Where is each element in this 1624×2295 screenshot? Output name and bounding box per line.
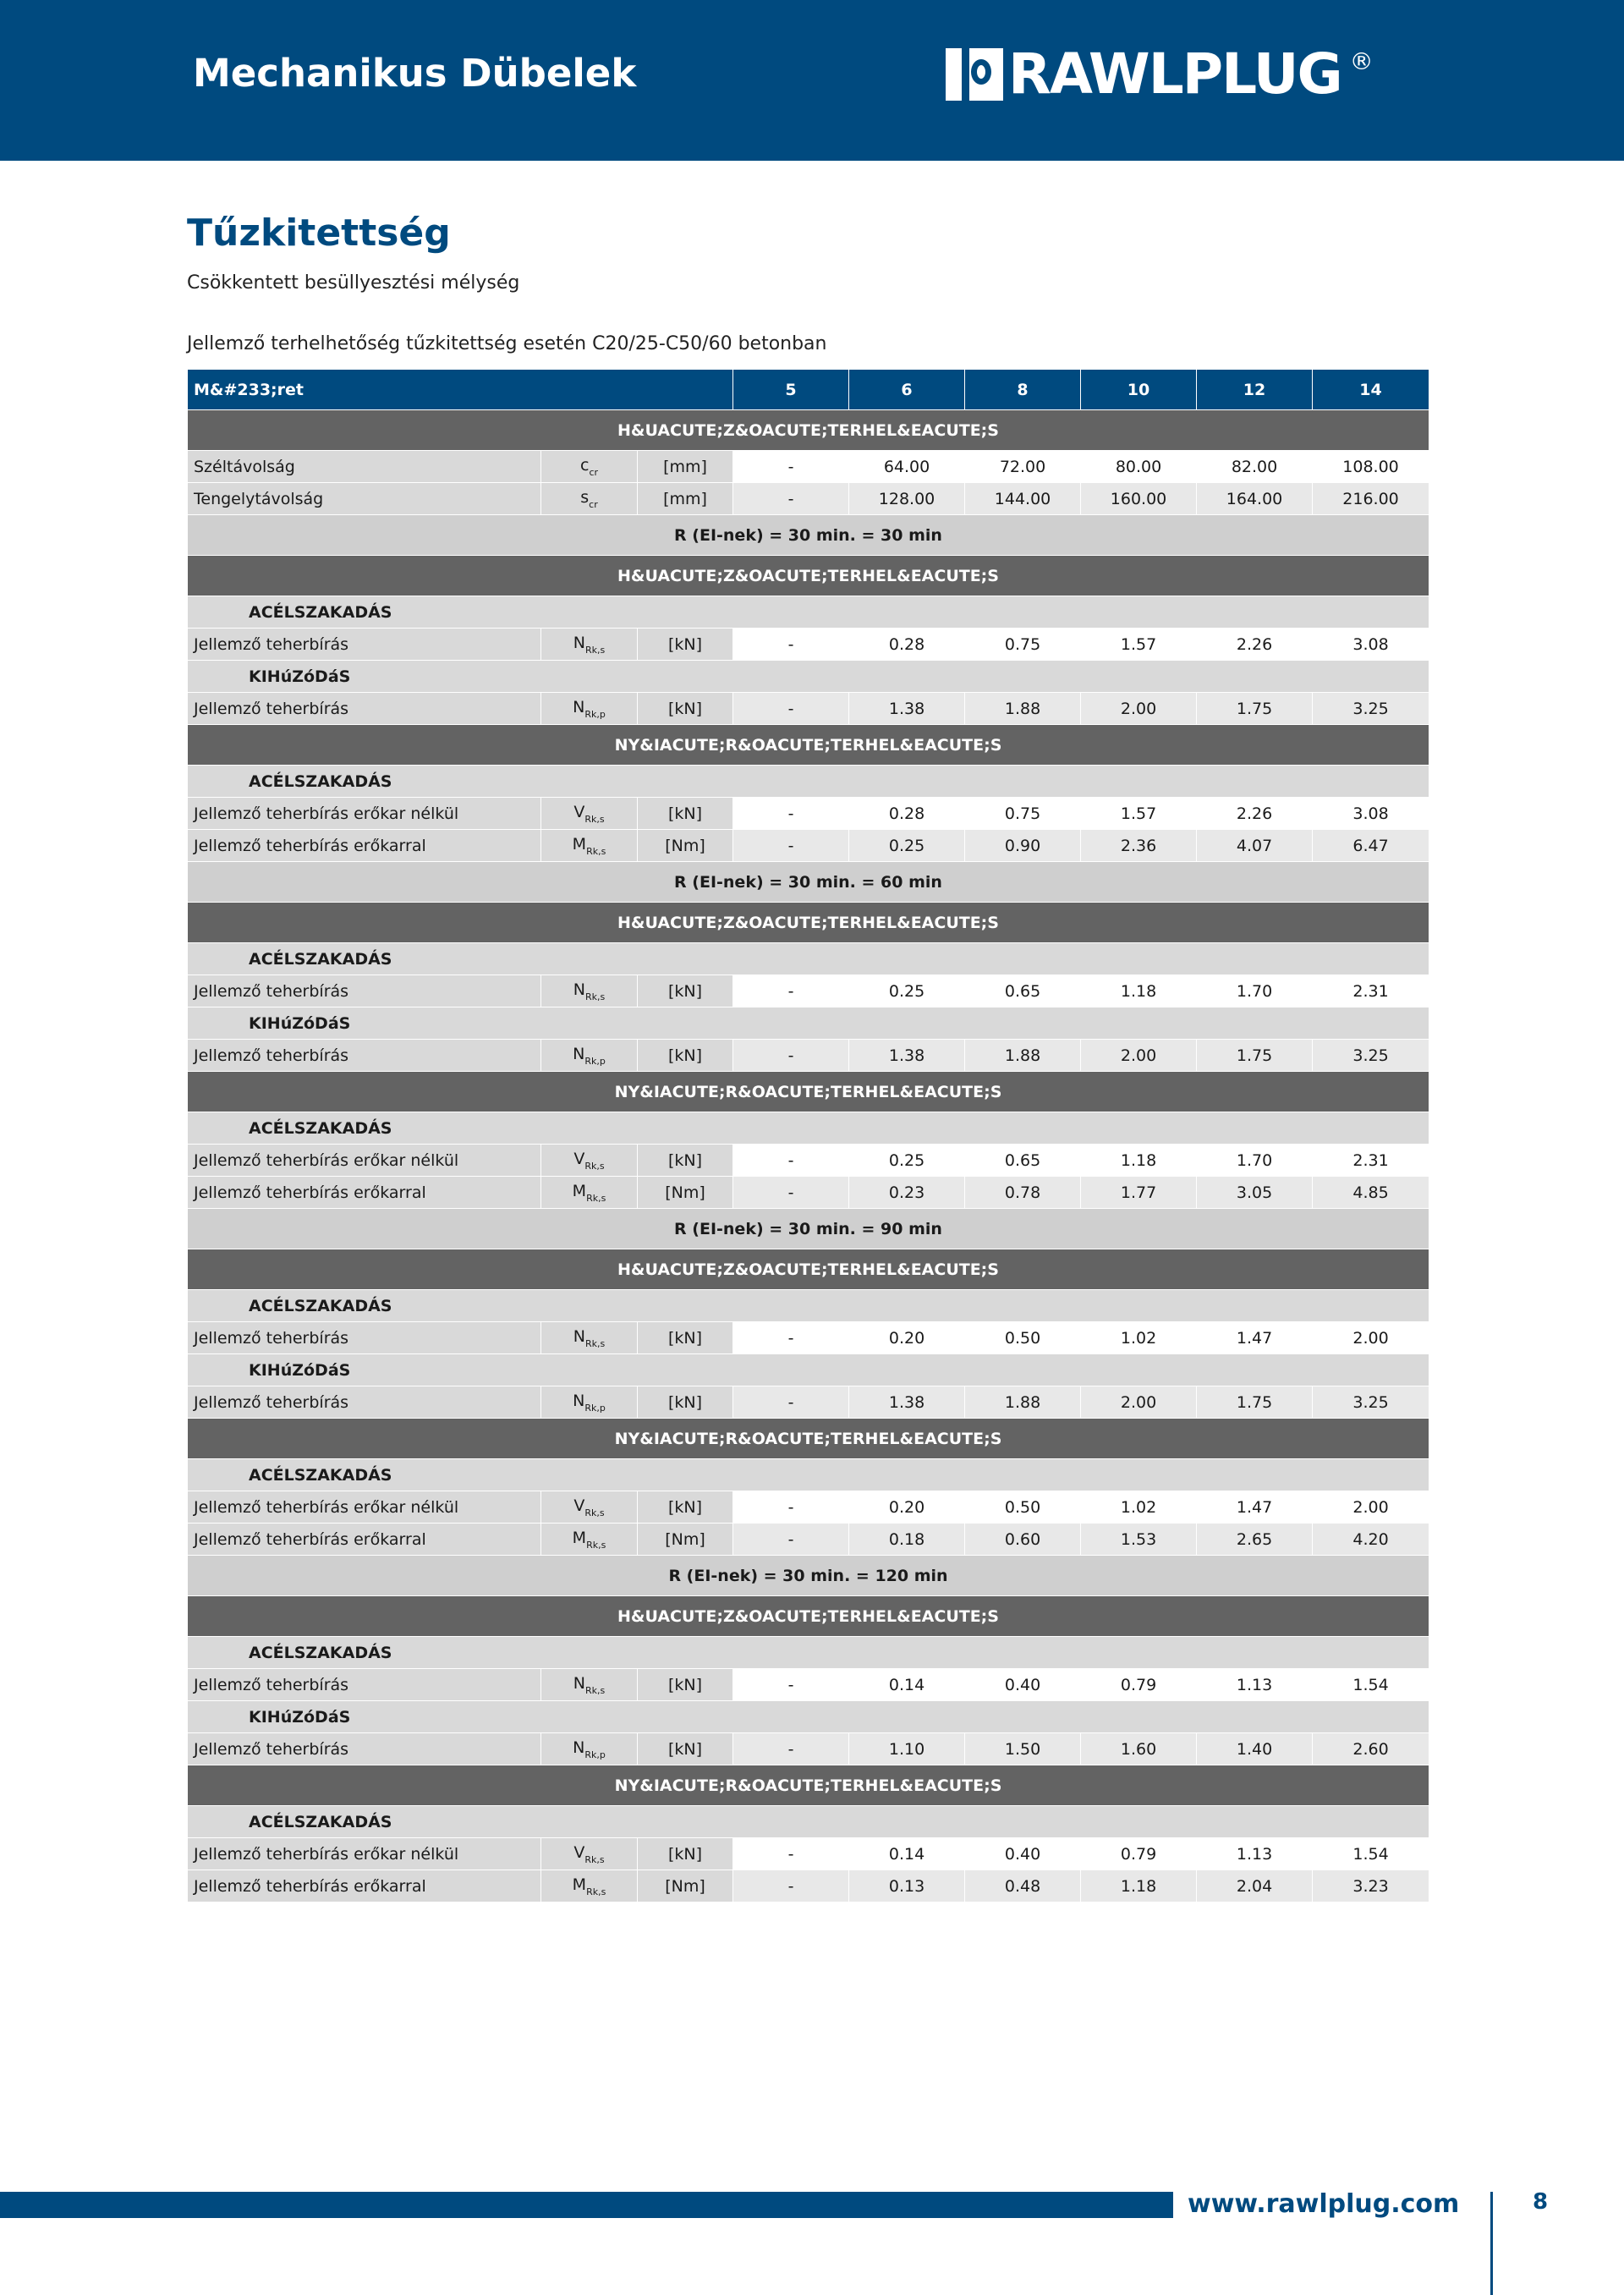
value-cell: 1.75: [1197, 1386, 1313, 1419]
value-cell: 1.18: [1081, 1870, 1197, 1902]
row-label: Jellemző teherbírás: [188, 1733, 541, 1765]
footer-url[interactable]: www.rawlplug.com: [1188, 2189, 1460, 2219]
section-row: [188, 596, 1429, 629]
symbol: V: [573, 1842, 585, 1862]
band-shear: NY&IACUTE;R&OACUTE;TERHEL&EACUTE;S: [188, 1419, 1429, 1459]
value-cell: 2.26: [1197, 798, 1313, 830]
table-row: [188, 629, 1429, 661]
size-header-cell: 10: [1081, 370, 1197, 410]
band-tension: H&UACUTE;Z&OACUTE;TERHEL&EACUTE;S: [188, 903, 1429, 943]
value-cell: 1.02: [1081, 1491, 1197, 1524]
value-cell: 0.75: [965, 629, 1081, 661]
row-label: Jellemző teherbírás: [188, 1040, 541, 1072]
band-tension: H&UACUTE;Z&OACUTE;TERHEL&EACUTE;S: [188, 410, 1429, 451]
unit-cell: [kN]: [638, 1322, 733, 1354]
band-shear: NY&IACUTE;R&OACUTE;TERHEL&EACUTE;S: [188, 1072, 1429, 1112]
footer-divider: [1490, 2192, 1493, 2295]
value-cell: 0.60: [965, 1524, 1081, 1556]
value-cell: 1.70: [1197, 1145, 1313, 1177]
band-shear: NY&IACUTE;R&OACUTE;TERHEL&EACUTE;S: [188, 1765, 1429, 1806]
symbol: N: [573, 1738, 585, 1757]
value-cell: 160.00: [1081, 483, 1197, 515]
band-row: [188, 725, 1429, 766]
unit-cell: [mm]: [638, 483, 733, 515]
value-cell: 1.77: [1081, 1177, 1197, 1209]
value-cell: 2.36: [1081, 830, 1197, 862]
band-row: [188, 1072, 1429, 1112]
symbol-subscript: Rk,s: [586, 1192, 606, 1204]
row-label: Jellemző teherbírás: [188, 693, 541, 725]
fire-rating-row: [188, 515, 1429, 556]
band-tension: H&UACUTE;Z&OACUTE;TERHEL&EACUTE;S: [188, 1249, 1429, 1290]
unit-cell: [kN]: [638, 1838, 733, 1870]
symbol-subscript: Rk,s: [584, 1684, 606, 1696]
row-label: Jellemző teherbírás erőkar nélkül: [188, 1145, 541, 1177]
symbol-subscript: Rk,p: [584, 708, 606, 720]
value-cell: 72.00: [965, 451, 1081, 483]
table-row: [188, 1322, 1429, 1354]
table-row: [188, 975, 1429, 1007]
row-label: Jellemző teherbírás erőkarral: [188, 1524, 541, 1556]
symbol-subscript: Rk,s: [584, 1160, 605, 1172]
value-cell: -: [733, 798, 849, 830]
section-steel: ACÉLSZAKADÁS: [188, 1459, 1429, 1491]
symbol-cell: [541, 1491, 638, 1524]
rawlplug-logo: [946, 41, 1374, 107]
value-cell: -: [733, 451, 849, 483]
value-cell: -: [733, 483, 849, 515]
value-cell: 80.00: [1081, 451, 1197, 483]
fire-rating-title: R (EI-nek) = 30 min. = 90 min: [188, 1209, 1429, 1249]
band-row: [188, 1765, 1429, 1806]
row-label: Jellemző teherbírás erőkarral: [188, 830, 541, 862]
symbol-subscript: cr: [589, 498, 598, 510]
symbol: N: [573, 980, 585, 999]
unit-cell: [kN]: [638, 798, 733, 830]
value-cell: -: [733, 1322, 849, 1354]
value-cell: -: [733, 1669, 849, 1701]
value-cell: 0.79: [1081, 1669, 1197, 1701]
value-cell: 1.53: [1081, 1524, 1197, 1556]
value-cell: 0.65: [965, 1145, 1081, 1177]
row-label: Jellemző teherbírás: [188, 1322, 541, 1354]
unit-cell: [kN]: [638, 975, 733, 1007]
unit-cell: [kN]: [638, 1040, 733, 1072]
row-label: Jellemző teherbírás: [188, 1669, 541, 1701]
symbol-subscript: Rk,s: [584, 813, 605, 825]
unit-cell: [Nm]: [638, 1524, 733, 1556]
value-cell: 0.20: [849, 1491, 965, 1524]
value-cell: 6.47: [1313, 830, 1429, 862]
unit-cell: [kN]: [638, 1491, 733, 1524]
value-cell: -: [733, 1177, 849, 1209]
symbol-subscript: Rk,s: [584, 644, 606, 656]
section-steel: ACÉLSZAKADÁS: [188, 766, 1429, 798]
symbol-cell: [541, 1145, 638, 1177]
value-cell: -: [733, 693, 849, 725]
table-row: [188, 1733, 1429, 1765]
value-cell: 1.47: [1197, 1491, 1313, 1524]
value-cell: 3.25: [1313, 1040, 1429, 1072]
value-cell: 164.00: [1197, 483, 1313, 515]
value-cell: 2.00: [1081, 1386, 1197, 1419]
table-row: [188, 1838, 1429, 1870]
value-cell: 0.79: [1081, 1838, 1197, 1870]
value-cell: 1.38: [849, 1386, 965, 1419]
size-header-cell: 12: [1197, 370, 1313, 410]
band-tension: H&UACUTE;Z&OACUTE;TERHEL&EACUTE;S: [188, 1596, 1429, 1637]
value-cell: 0.28: [849, 629, 965, 661]
symbol-cell: [541, 1870, 638, 1902]
section-row: [188, 1701, 1429, 1733]
value-cell: -: [733, 1145, 849, 1177]
value-cell: 0.90: [965, 830, 1081, 862]
section-steel: ACÉLSZAKADÁS: [188, 1290, 1429, 1322]
value-cell: 2.65: [1197, 1524, 1313, 1556]
value-cell: 216.00: [1313, 483, 1429, 515]
symbol-cell: [541, 1669, 638, 1701]
value-cell: 1.38: [849, 1040, 965, 1072]
symbol-subscript: Rk,p: [584, 1402, 606, 1414]
row-label: Tengelytávolság: [188, 483, 541, 515]
section-row: [188, 1806, 1429, 1838]
fire-rating-row: [188, 1209, 1429, 1249]
value-cell: 1.54: [1313, 1669, 1429, 1701]
row-label: Jellemző teherbírás erőkar nélkül: [188, 1491, 541, 1524]
symbol-subscript: Rk,p: [584, 1055, 606, 1067]
symbol-subscript: Rk,s: [586, 1539, 606, 1551]
value-cell: 1.70: [1197, 975, 1313, 1007]
footer-bar: [0, 2192, 1173, 2218]
table-row: [188, 451, 1429, 483]
value-cell: 64.00: [849, 451, 965, 483]
value-cell: 3.25: [1313, 693, 1429, 725]
table-row: [188, 693, 1429, 725]
value-cell: -: [733, 1040, 849, 1072]
table-row: [188, 483, 1429, 515]
fire-rating-title: R (EI-nek) = 30 min. = 60 min: [188, 862, 1429, 903]
symbol: M: [572, 834, 587, 854]
table-row: [188, 1491, 1429, 1524]
symbol: N: [573, 633, 585, 652]
value-cell: 0.25: [849, 1145, 965, 1177]
section-row: [188, 1354, 1429, 1386]
table-row: [188, 830, 1429, 862]
unit-cell: [Nm]: [638, 1177, 733, 1209]
table-caption: Jellemző terhelhetőség tűzkitettség esetén C20/25-C50/60 betonban: [187, 333, 827, 354]
value-cell: 4.20: [1313, 1524, 1429, 1556]
value-cell: -: [733, 830, 849, 862]
table-header-row: [188, 370, 1429, 410]
unit-cell: [Nm]: [638, 1870, 733, 1902]
symbol: V: [573, 1149, 585, 1168]
symbol: N: [573, 1044, 585, 1063]
table-row: [188, 798, 1429, 830]
value-cell: 1.88: [965, 693, 1081, 725]
unit-cell: [Nm]: [638, 830, 733, 862]
value-cell: 2.04: [1197, 1870, 1313, 1902]
row-label: Jellemző teherbírás: [188, 629, 541, 661]
value-cell: 128.00: [849, 483, 965, 515]
unit-cell: [kN]: [638, 1669, 733, 1701]
section-pullout: KIHúZóDáS: [188, 1007, 1429, 1040]
size-header-cell: 8: [965, 370, 1081, 410]
section-row: [188, 661, 1429, 693]
section-row: [188, 1007, 1429, 1040]
symbol: c: [579, 455, 590, 475]
section-row: [188, 1459, 1429, 1491]
value-cell: 4.07: [1197, 830, 1313, 862]
value-cell: 1.57: [1081, 798, 1197, 830]
value-cell: 0.25: [849, 975, 965, 1007]
symbol: V: [573, 1496, 585, 1515]
symbol-subscript: cr: [589, 466, 599, 478]
table-row: [188, 1524, 1429, 1556]
symbol: N: [573, 1391, 585, 1410]
symbol-subscript: Rk,s: [584, 1337, 606, 1349]
value-cell: 1.75: [1197, 1040, 1313, 1072]
fire-rating-title: R (EI-nek) = 30 min. = 30 min: [188, 515, 1429, 556]
section-steel: ACÉLSZAKADÁS: [188, 1806, 1429, 1838]
symbol-subscript: Rk,s: [584, 1853, 605, 1865]
value-cell: 0.40: [965, 1669, 1081, 1701]
symbol-cell: [541, 830, 638, 862]
subtitle: Csökkentett besüllyesztési mélység: [187, 272, 520, 294]
band-shear: NY&IACUTE;R&OACUTE;TERHEL&EACUTE;S: [188, 725, 1429, 766]
value-cell: 2.26: [1197, 629, 1313, 661]
row-label: Jellemző teherbírás erőkarral: [188, 1177, 541, 1209]
value-cell: 1.75: [1197, 693, 1313, 725]
value-cell: 3.08: [1313, 798, 1429, 830]
value-cell: 2.00: [1313, 1491, 1429, 1524]
unit-cell: [kN]: [638, 1145, 733, 1177]
value-cell: 1.18: [1081, 975, 1197, 1007]
value-cell: 1.10: [849, 1733, 965, 1765]
value-cell: -: [733, 629, 849, 661]
value-cell: 1.57: [1081, 629, 1197, 661]
value-cell: 0.50: [965, 1491, 1081, 1524]
value-cell: 0.78: [965, 1177, 1081, 1209]
symbol-cell: [541, 1177, 638, 1209]
value-cell: 2.00: [1081, 693, 1197, 725]
value-cell: 0.13: [849, 1870, 965, 1902]
value-cell: 1.47: [1197, 1322, 1313, 1354]
symbol-cell: [541, 693, 638, 725]
symbol-cell: [541, 1040, 638, 1072]
unit-cell: [kN]: [638, 693, 733, 725]
value-cell: 1.40: [1197, 1733, 1313, 1765]
symbol-subscript: Rk,s: [586, 1886, 606, 1897]
band-tension: H&UACUTE;Z&OACUTE;TERHEL&EACUTE;S: [188, 556, 1429, 596]
value-cell: 3.08: [1313, 629, 1429, 661]
section-row: [188, 943, 1429, 975]
registered-mark: ®: [1349, 47, 1374, 75]
section-row: [188, 1290, 1429, 1322]
symbol-cell: [541, 451, 638, 483]
band-row: [188, 1596, 1429, 1637]
fire-rating-row: [188, 862, 1429, 903]
section-row: [188, 1637, 1429, 1669]
value-cell: 0.40: [965, 1838, 1081, 1870]
symbol-cell: [541, 1524, 638, 1556]
unit-cell: [kN]: [638, 1386, 733, 1419]
value-cell: -: [733, 1838, 849, 1870]
value-cell: 1.60: [1081, 1733, 1197, 1765]
value-cell: 2.00: [1313, 1322, 1429, 1354]
value-cell: -: [733, 1386, 849, 1419]
row-label: Jellemző teherbírás erőkar nélkül: [188, 798, 541, 830]
section-pullout: KIHúZóDáS: [188, 661, 1429, 693]
band-row: [188, 903, 1429, 943]
value-cell: 1.18: [1081, 1145, 1197, 1177]
symbol-cell: [541, 629, 638, 661]
page-header: [0, 0, 1624, 161]
value-cell: 0.14: [849, 1669, 965, 1701]
value-cell: 1.88: [965, 1040, 1081, 1072]
symbol-cell: [541, 1733, 638, 1765]
value-cell: 0.28: [849, 798, 965, 830]
symbol-cell: [541, 798, 638, 830]
symbol-subscript: Rk,s: [584, 1507, 605, 1518]
symbol-cell: [541, 1838, 638, 1870]
value-cell: 1.38: [849, 693, 965, 725]
fire-rating-title: R (EI-nek) = 30 min. = 120 min: [188, 1556, 1429, 1596]
value-cell: -: [733, 1491, 849, 1524]
value-cell: 0.25: [849, 830, 965, 862]
symbol: M: [572, 1528, 587, 1547]
section-steel: ACÉLSZAKADÁS: [188, 596, 1429, 629]
fire-rating-row: [188, 1556, 1429, 1596]
page-title: Tűzkitettség: [187, 211, 451, 255]
value-cell: 144.00: [965, 483, 1081, 515]
value-cell: 3.25: [1313, 1386, 1429, 1419]
value-cell: 2.00: [1081, 1040, 1197, 1072]
table-row: [188, 1386, 1429, 1419]
value-cell: 0.23: [849, 1177, 965, 1209]
size-header-label: M&#233;ret: [188, 370, 733, 410]
value-cell: 82.00: [1197, 451, 1313, 483]
value-cell: 0.20: [849, 1322, 965, 1354]
value-cell: 1.54: [1313, 1838, 1429, 1870]
value-cell: 0.75: [965, 798, 1081, 830]
page-number: 8: [1533, 2189, 1549, 2215]
band-row: [188, 410, 1429, 451]
unit-cell: [mm]: [638, 451, 733, 483]
band-row: [188, 1419, 1429, 1459]
value-cell: -: [733, 1733, 849, 1765]
value-cell: 4.85: [1313, 1177, 1429, 1209]
value-cell: 0.48: [965, 1870, 1081, 1902]
symbol-cell: [541, 975, 638, 1007]
size-header-cell: 14: [1313, 370, 1429, 410]
value-cell: 108.00: [1313, 451, 1429, 483]
symbol: N: [573, 697, 585, 717]
value-cell: 0.18: [849, 1524, 965, 1556]
value-cell: 1.13: [1197, 1838, 1313, 1870]
symbol: N: [573, 1326, 585, 1346]
value-cell: -: [733, 1870, 849, 1902]
band-row: [188, 1249, 1429, 1290]
value-cell: 2.31: [1313, 1145, 1429, 1177]
symbol-cell: [541, 483, 638, 515]
load-table: [187, 369, 1429, 1902]
band-row: [188, 556, 1429, 596]
value-cell: 1.13: [1197, 1669, 1313, 1701]
table-row: [188, 1177, 1429, 1209]
value-cell: 1.50: [965, 1733, 1081, 1765]
value-cell: 1.02: [1081, 1322, 1197, 1354]
symbol: N: [573, 1673, 585, 1693]
row-label: Jellemző teherbírás erőkarral: [188, 1870, 541, 1902]
symbol-cell: [541, 1386, 638, 1419]
header-title: Mechanikus Dübelek: [193, 51, 637, 96]
table-row: [188, 1870, 1429, 1902]
row-label: Jellemző teherbírás: [188, 1386, 541, 1419]
section-pullout: KIHúZóDáS: [188, 1354, 1429, 1386]
symbol-cell: [541, 1322, 638, 1354]
logo-mark-icon: [946, 48, 1003, 101]
section-pullout: KIHúZóDáS: [188, 1701, 1429, 1733]
table-row: [188, 1145, 1429, 1177]
logo-text: RAWLPLUG: [1008, 41, 1341, 107]
value-cell: -: [733, 1524, 849, 1556]
section-steel: ACÉLSZAKADÁS: [188, 1637, 1429, 1669]
section-steel: ACÉLSZAKADÁS: [188, 1112, 1429, 1145]
symbol-subscript: Rk,p: [584, 1749, 606, 1760]
row-label: Jellemző teherbírás: [188, 975, 541, 1007]
value-cell: 0.65: [965, 975, 1081, 1007]
symbol: M: [572, 1875, 587, 1894]
table-row: [188, 1669, 1429, 1701]
symbol: V: [573, 802, 585, 821]
size-header-cell: 6: [849, 370, 965, 410]
size-header-cell: 5: [733, 370, 849, 410]
value-cell: 2.60: [1313, 1733, 1429, 1765]
section-row: [188, 766, 1429, 798]
value-cell: -: [733, 975, 849, 1007]
symbol: s: [580, 487, 590, 507]
symbol-subscript: Rk,s: [584, 991, 606, 1002]
symbol: M: [572, 1181, 587, 1200]
row-label: Széltávolság: [188, 451, 541, 483]
table-row: [188, 1040, 1429, 1072]
symbol-subscript: Rk,s: [586, 845, 606, 857]
value-cell: 3.05: [1197, 1177, 1313, 1209]
value-cell: 2.31: [1313, 975, 1429, 1007]
value-cell: 1.88: [965, 1386, 1081, 1419]
unit-cell: [kN]: [638, 1733, 733, 1765]
value-cell: 0.50: [965, 1322, 1081, 1354]
section-steel: ACÉLSZAKADÁS: [188, 943, 1429, 975]
row-label: Jellemző teherbírás erőkar nélkül: [188, 1838, 541, 1870]
value-cell: 3.23: [1313, 1870, 1429, 1902]
unit-cell: [kN]: [638, 629, 733, 661]
value-cell: 0.14: [849, 1838, 965, 1870]
section-row: [188, 1112, 1429, 1145]
